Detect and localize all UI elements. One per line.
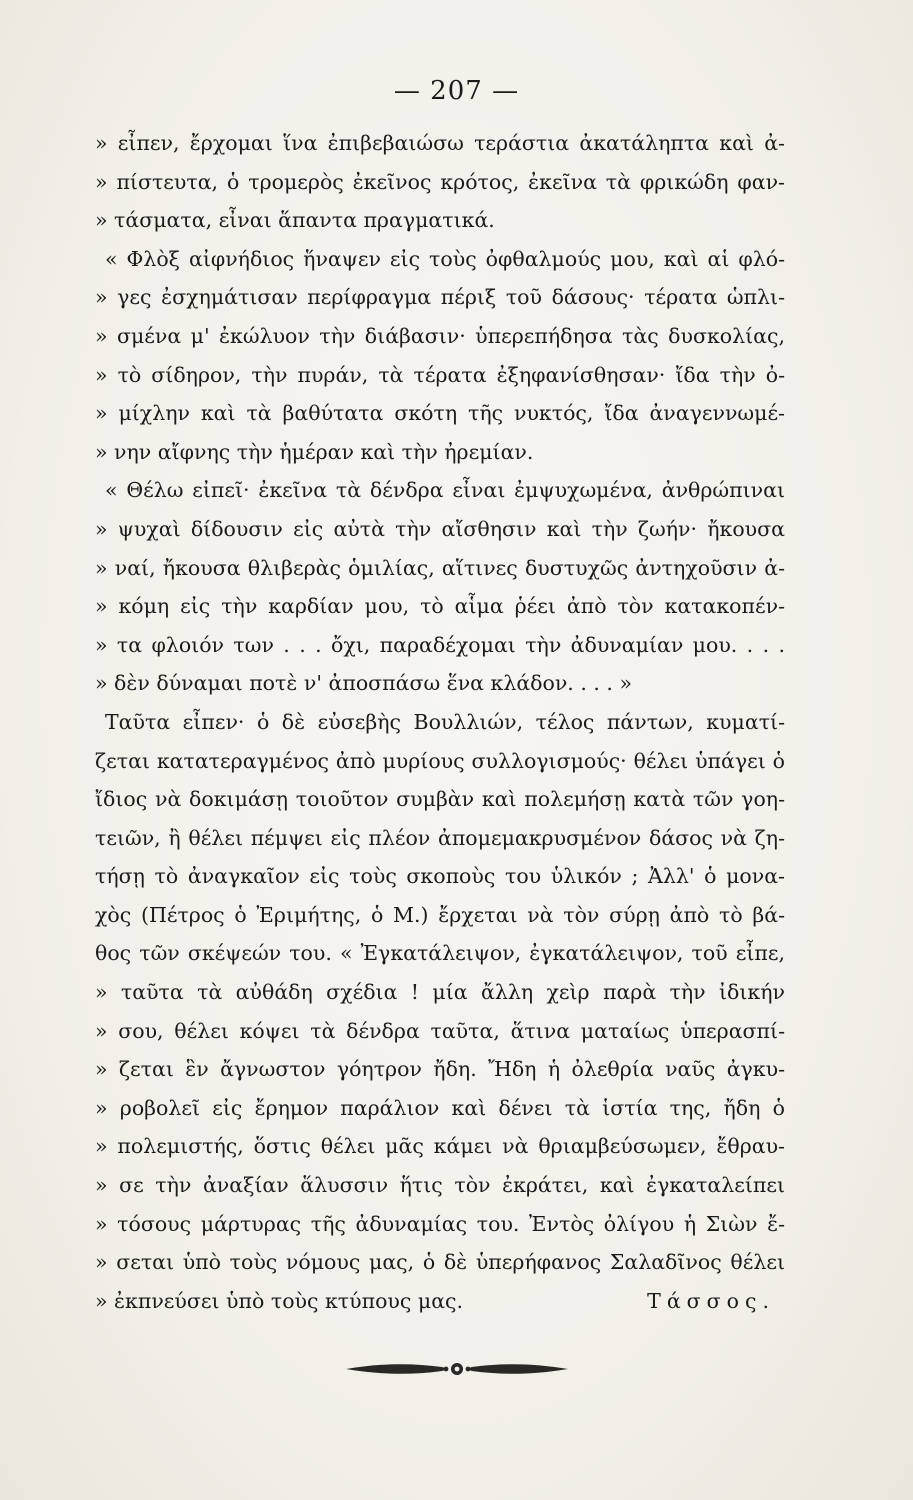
text-line: « Θέλω εἰπεῖ· ἐκεῖνα τὰ δένδρα εἶναι ἐμψυχωμένα, ἀνθρώπιναι [105, 478, 785, 503]
text-line: » ψυχαὶ δίδουσιν εἰς αὐτὰ τὴν αἴσθησιν καὶ τὴν ζωήν· ἤκουσα [95, 516, 785, 541]
text-line: » σου, θέλει κόψει τὰ δένδρα ταῦτα, ἅτινα ματαίως ὑπερασπί- [95, 1018, 785, 1043]
author-signature: Τάσσος. [647, 1288, 775, 1313]
text-line: » ζεται ἓν ἄγνωστον γόητρον ἤδη. Ἤδη ἡ ὀλεθρία ναῦς ἀγκυ- [95, 1057, 785, 1082]
text-line: Ταῦτα εἶπεν· ὁ δὲ εὐσεβὴς Βουλλιών, τέλος πάντων, κυματί- [105, 709, 785, 734]
ornament-rule-icon [0, 1358, 913, 1380]
text-line: » ταῦτα τὰ αὐθάδη σχέδια ! μία ἄλλη χεὶρ παρὰ τὴν ἰδικήν [95, 980, 785, 1005]
text-line: » τόσους μάρτυρας τῆς ἀδυναμίας του. Ἐντὸς ὀλίγου ἡ Σιὼν ἔ- [95, 1211, 785, 1236]
last-line [95, 1282, 785, 1321]
text-line: » ἐκπνεύσει ὑπὸ τοὺς κτύπους μας. [95, 1288, 464, 1313]
text-line: » σεται ὑπὸ τοὺς νόμους μας, ὁ δὲ ὑπερήφανος Σαλαδῖνος θέλει [95, 1250, 785, 1275]
text-line: τήσῃ τὸ ἀναγκαῖον εἰς τοὺς σκοποὺς του ὑλικόν ; Ἀλλ' ὁ μονα- [95, 864, 785, 889]
text-line: » ναί, ἤκουσα θλιβερὰς ὁμιλίας, αἵτινες δυστυχῶς ἀντηχοῦσιν ἀ- [95, 555, 785, 580]
text-line: » σε τὴν ἀναξίαν ἅλυσσιν ἥτις τὸν ἐκράτει, καὶ ἐγκαταλείπει [95, 1173, 785, 1198]
text-line: » δὲν δύναμαι ποτὲ ν' ἀποσπάσω ἕνα κλάδον. . . . » [95, 671, 632, 696]
text-line: » τα φλοιόν των . . . ὄχι, παραδέχομαι τὴν ἀδυναμίαν μου. . . . [95, 632, 785, 657]
text-line: » πολεμιστής, ὅστις θέλει μᾶς κάμει νὰ θριαμβεύσωμεν, ἔθραυ- [95, 1134, 785, 1159]
page-number: — 207 — [393, 76, 520, 106]
text-line: θος τῶν σκέψεών του. « Ἐγκατάλειψον, ἐγκατάλειψον, τοῦ εἶπε, [95, 941, 785, 966]
text-line: « Φλὸξ αἰφνήδιος ἥναψεν εἰς τοὺς ὀφθαλμούς μου, καὶ αἱ φλό- [105, 246, 785, 271]
text-line: » μίχλην καὶ τὰ βαθύτατα σκότη τῆς νυκτός, ἴδα ἀναγεννωμέ- [95, 401, 785, 426]
text-line: » νην αἴφνης τὴν ἡμέραν καὶ τὴν ἠρεμίαν. [95, 439, 534, 464]
text-line: ἴδιος νὰ δοκιμάσῃ τοιοῦτον συμβὰν καὶ πολεμήσῃ κατὰ τῶν γοη- [95, 787, 785, 812]
text-line: τειῶν, ἢ θέλει πέμψει εἰς πλέον ἀπομεμακρυσμένον δάσος νὰ ζη- [95, 825, 785, 850]
text-line: » γες ἐσχημάτισαν περίφραγμα πέριξ τοῦ δάσους· τέρατα ὡπλι- [95, 285, 785, 310]
body-text [95, 124, 785, 1320]
text-line: ζεται κατατεραγμένος ἀπὸ μυρίους συλλογισμούς· θέλει ὑπάγει ὁ [95, 748, 785, 773]
text-line: » εἶπεν, ἔρχομαι ἵνα ἐπιβεβαιώσω τεράστια ἀκατάληπτα καὶ ἀ- [95, 131, 785, 155]
text-line: » τὸ σίδηρον, τὴν πυράν, τὰ τέρατα ἐξηφανίσθησαν· ἴδα τὴν ὀ- [95, 362, 785, 387]
text-line: » ροβολεῖ εἰς ἔρημον παράλιον καὶ δένει τὰ ἱστία της, ἤδη ὁ [95, 1095, 785, 1120]
text-line: » σμένα μ' ἐκώλυον τὴν διάβασιν· ὑπερεπήδησα τὰς δυσκολίας, [95, 323, 785, 348]
text-line: » κόμη εἰς τὴν καρδίαν μου, τὸ αἷμα ῥέει ἀπὸ τὸν κατακοπέν- [95, 594, 785, 619]
text-line: χὸς (Πέτρος ὁ Ἐριμήτης, ὁ Μ.) ἔρχεται νὰ τὸν σύρῃ ἀπὸ τὸ βά- [95, 902, 785, 927]
text-line: » τάσματα, εἶναι ἅπαντα πραγματικά. [95, 208, 495, 233]
text-line: » πίστευτα, ὁ τρομερὸς ἐκεῖνος κρότος, ἐκεῖνα τὰ φρικώδη φαν- [95, 169, 785, 194]
